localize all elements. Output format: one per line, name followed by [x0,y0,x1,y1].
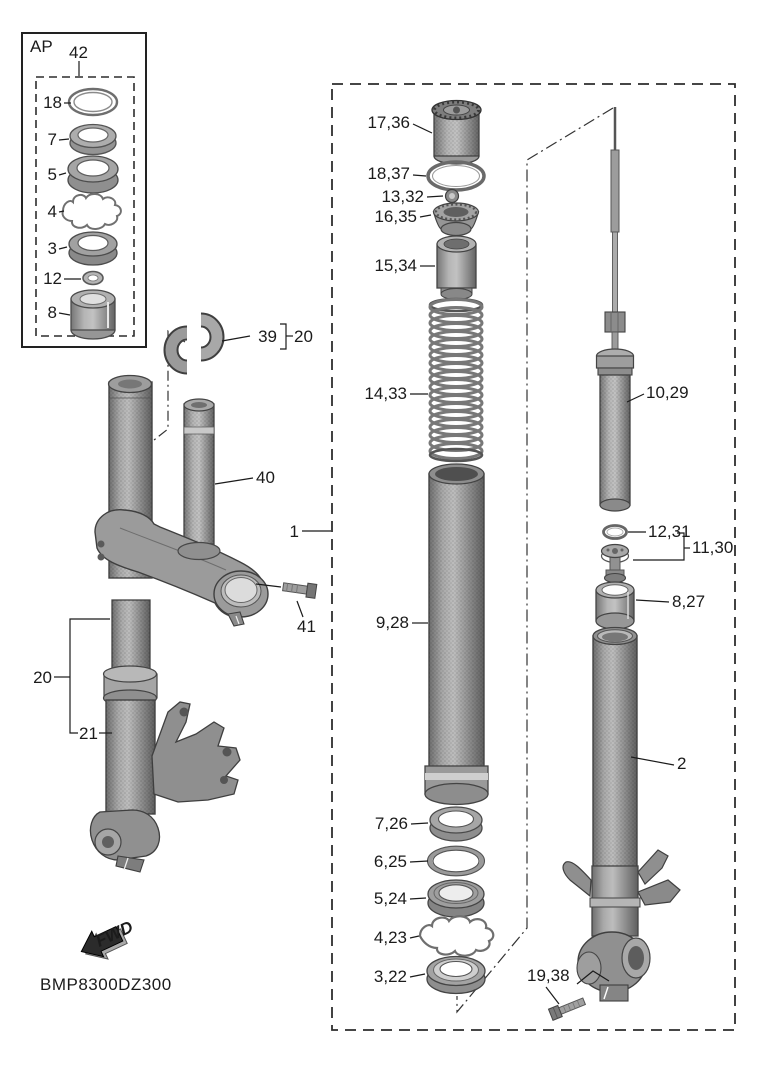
pinch-bolt [282,580,317,598]
label-2: 2 [677,754,687,773]
part-base-valve-oring [604,526,627,539]
ap-inset-box [22,33,146,347]
label-ap-8: 8 [47,303,57,322]
part-slide-ring [430,807,482,841]
part-base-valve [602,545,629,583]
part-spring-seat [434,203,479,236]
label-3-22: 3,22 [373,967,407,986]
label-6-25: 6,25 [373,852,407,871]
leg-group-bracket [54,619,112,733]
part-damper-rod [605,107,625,356]
part-fork-spring [430,299,482,461]
label-20: 20 [33,668,52,687]
label-39: 39 [258,327,277,346]
label-ap-4: 4 [47,202,57,221]
ap-part-ring-5 [68,156,118,193]
axle-housing [90,810,159,872]
label-ap-12: 12 [43,269,62,288]
label-18-37: 18,37 [367,164,410,183]
part-locknut [446,190,459,203]
ap-part-oring-12 [83,272,103,285]
label-8-27: 8,27 [672,592,706,611]
assembled-fork-view [33,320,331,872]
label-ap-5: 5 [47,165,57,184]
ap-part-clip-ring [69,89,117,115]
part-wave-washer [420,916,493,956]
label-ap-18: 18 [43,93,62,112]
ap-part-gasket [63,194,121,229]
part-damper-cylinder [597,349,634,511]
label-16-35: 16,35 [374,207,417,226]
ap-part-ring-7 [70,125,116,155]
part-spacer-collar [437,236,476,300]
part-inner-tube [425,464,488,805]
label-7-26: 7,26 [374,814,408,833]
label-13-32: 13,32 [381,187,424,206]
steering-stem [184,399,214,544]
fwd-direction-marker [75,915,140,968]
label-17-36: 17,36 [367,113,410,132]
label-14-33: 14,33 [364,384,407,403]
part-axle-pinch-bolt [548,996,586,1021]
label-10-29: 10,29 [646,383,689,402]
clamp-half-shells [171,320,217,367]
label-11-30: 11,30 [692,538,734,557]
label-15-34: 15,34 [374,256,417,275]
part-cap-oring [428,162,484,190]
label-12-31: 12,31 [648,522,691,541]
part-oil-seal [428,880,484,917]
label-1: 1 [289,522,299,541]
fwd-label: FWD [92,917,136,951]
ap-inset-title: AP [30,37,53,56]
label-9-28: 9,28 [375,613,409,632]
part-outer-tube [563,628,680,1002]
label-40: 40 [256,468,275,487]
label-42: 42 [69,43,88,62]
label-21: 21 [79,724,98,743]
part-washer-ring [428,846,485,876]
ap-part-ring-3 [69,232,117,265]
part-guide-bushing [596,582,634,629]
label-ap-3: 3 [47,239,57,258]
label-39-group-20: 20 [294,327,313,346]
label-19-38: 19,38 [527,966,570,985]
part-fork-cap [432,101,481,165]
diagram-code: BMP8300DZ300 [40,975,172,994]
part-dust-seal [427,957,485,994]
label-41: 41 [297,617,316,636]
label-5-24: 5,24 [373,889,407,908]
label-4-23: 4,23 [373,928,407,947]
label-ap-7: 7 [47,130,57,149]
ap-part-bushing-8 [71,290,115,339]
